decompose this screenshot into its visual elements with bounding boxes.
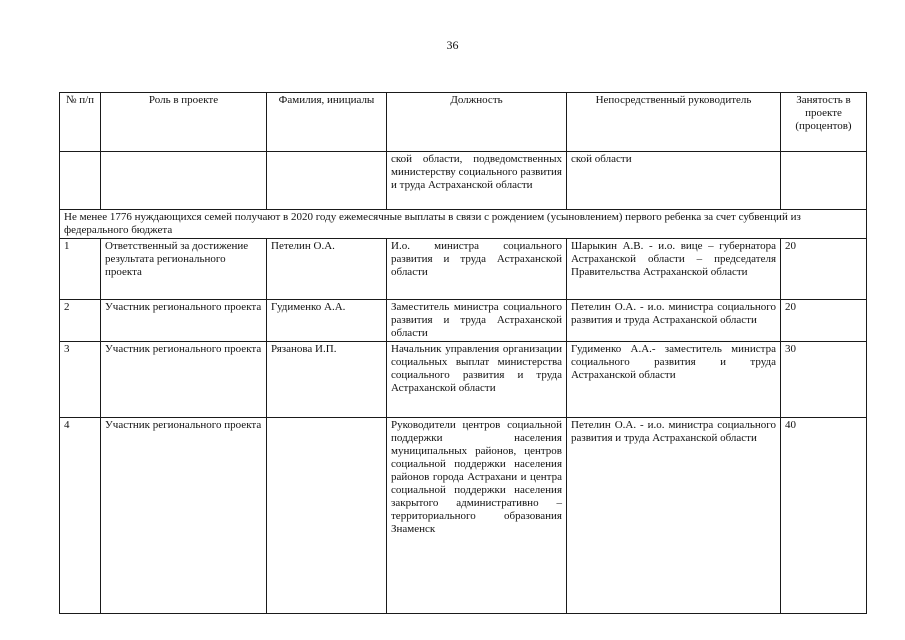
row-supervisor: Гудименко А.А.- заместитель министра социального развития и труда Астраханской области xyxy=(567,342,781,418)
continuation-row xyxy=(60,152,867,210)
row-name: Петелин О.А. xyxy=(267,239,387,300)
header-number: № п/п xyxy=(60,93,101,152)
row-role: Участник регионального проекта xyxy=(101,300,267,342)
row-name: Гудименко А.А. xyxy=(267,300,387,342)
project-team-table xyxy=(59,92,867,614)
row-name: Рязанова И.П. xyxy=(267,342,387,418)
table-row xyxy=(60,239,867,300)
table-header-row xyxy=(60,93,867,152)
row-supervisor: Шарыкин А.В. - и.о. вице – губернатора Астраханской области – председателя Правительства Астраханской области xyxy=(567,239,781,300)
table-row xyxy=(60,342,867,418)
section-title: Не менее 1776 нуждающихся семей получают в 2020 году ежемесячные выплаты в связи с рождением (усыновлением) первого ребенка за счет субвенций из федерального бюджета xyxy=(60,210,867,239)
page-number: 36 xyxy=(446,38,459,52)
row-number: 4 xyxy=(60,418,101,614)
table-row xyxy=(60,418,867,614)
header-position: Должность xyxy=(387,93,567,152)
row-supervisor: Петелин О.А. - и.о. министра социального развития и труда Астраханской области xyxy=(567,418,781,614)
row-number: 2 xyxy=(60,300,101,342)
row-supervisor: Петелин О.А. - и.о. министра социального развития и труда Астраханской области xyxy=(567,300,781,342)
continuation-role xyxy=(101,152,267,210)
row-position: Заместитель министра социального развития и труда Астраханской области xyxy=(387,300,567,342)
row-employment: 40 xyxy=(781,418,867,614)
row-name xyxy=(267,418,387,614)
row-role: Участник регионального проекта xyxy=(101,418,267,614)
row-employment: 20 xyxy=(781,300,867,342)
continuation-number xyxy=(60,152,101,210)
row-position: Руководители центров социальной поддержки населения муниципальных районов, центров социальной поддержки населения районов города Астрахани и центра социальной поддержки населения закрытого административно – территориального образования Знаменск xyxy=(387,418,567,614)
continuation-position: ской области, подведомственных министерству социального развития и труда Астраханской области xyxy=(387,152,567,210)
header-name: Фамилия, инициалы xyxy=(267,93,387,152)
row-number: 3 xyxy=(60,342,101,418)
table-row xyxy=(60,300,867,342)
row-role: Ответственный за достижение результата регионального проекта xyxy=(101,239,267,300)
row-role: Участник регионального проекта xyxy=(101,342,267,418)
header-employment: Занятость в проекте (процентов) xyxy=(781,93,867,152)
header-role: Роль в проекте xyxy=(101,93,267,152)
row-position: Начальник управления организации социальных выплат министерства социального развития и труда Астраханской области xyxy=(387,342,567,418)
continuation-supervisor: ской области xyxy=(567,152,781,210)
row-number: 1 xyxy=(60,239,101,300)
continuation-name xyxy=(267,152,387,210)
continuation-employment xyxy=(781,152,867,210)
header-supervisor: Непосредственный руководитель xyxy=(567,93,781,152)
row-position: И.о. министра социального развития и труда Астраханской области xyxy=(387,239,567,300)
row-employment: 20 xyxy=(781,239,867,300)
section-title-row xyxy=(60,210,867,239)
row-employment: 30 xyxy=(781,342,867,418)
